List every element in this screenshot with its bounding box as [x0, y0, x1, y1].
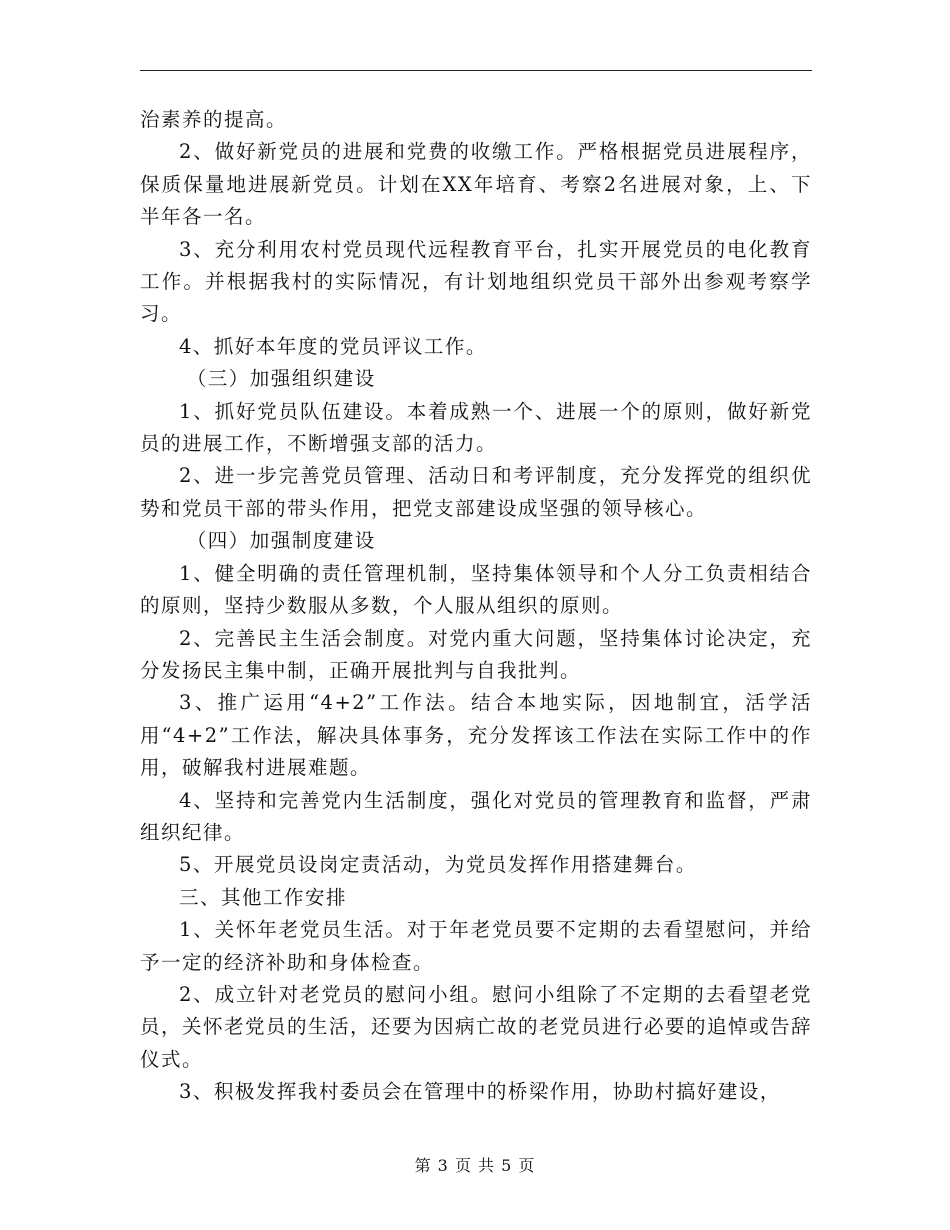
- paragraph: 2、完善民主生活会制度。对党内重大问题，坚持集体讨论决定，充分发扬民主集中制，正确开展批判与自我批判。: [140, 626, 812, 682]
- paragraph: 治素养的提高。: [140, 108, 288, 131]
- paragraph: 3、推广运用“4+2”工作法。结合本地实际，因地制宜，活学活用“4+2”工作法，解决具体事务，充分发挥该工作法在实际工作中的作用，破解我村进展难题。: [140, 691, 812, 780]
- paragraph: 1、关怀年老党员生活。对于年老党员要不定期的去看望慰问，并给予一定的经济补助和身体检查。: [140, 918, 812, 974]
- paragraph: 2、做好新党员的进展和党费的收缴工作。严格根据党员进展程序，保质保量地进展新党员。计划在XX年培育、考察2名进展对象，上、下半年各一名。: [140, 140, 812, 229]
- page-footer: 第 3 页 共 5 页: [414, 1156, 536, 1175]
- section-heading: （三）加强组织建设: [186, 367, 376, 391]
- paragraph: 2、成立针对老党员的慰问小组。慰问小组除了不定期的去看望老党员，关怀老党员的生活，还要为因病亡故的老党员进行必要的追悼或告辞仪式。: [140, 982, 813, 1071]
- paragraph: 4、坚持和完善党内生活制度，强化对党员的管理教育和监督，严肃组织纪律。: [140, 788, 812, 844]
- section-heading: （四）加强制度建设: [186, 529, 376, 553]
- paragraph: 5、开展党员设岗定责活动，为党员发挥作用搭建舞台。: [179, 853, 697, 877]
- paragraph: 1、抓好党员队伍建设。本着成熟一个、进展一个的原则，做好新党员的进展工作，不断增强支部的活力。: [140, 399, 812, 456]
- paragraph: 1、健全明确的责任管理机制，坚持集体领导和个人分工负责相结合的原则，坚持少数服从多数，个人服从组织的原则。: [140, 561, 812, 618]
- paragraph: 4、抓好本年度的党员评议工作。: [179, 334, 487, 358]
- section-heading: 三、其他工作安排: [179, 885, 348, 909]
- paragraph: 3、积极发挥我村委员会在管理中的桥梁作用，协助村搞好建设，: [179, 1080, 781, 1104]
- header-rule: [140, 70, 812, 71]
- paragraph: 2、进一步完善党员管理、活动日和考评制度，充分发挥党的组织优势和党员干部的带头作用，把党支部建设成坚强的领导核心。: [140, 464, 812, 520]
- document-body: [140, 104, 812, 1109]
- paragraph: 3、充分利用农村党员现代远程教育平台，扎实开展党员的电化教育工作。并根据我村的实际情况，有计划地组织党员干部外出参观考察学习。: [140, 237, 812, 326]
